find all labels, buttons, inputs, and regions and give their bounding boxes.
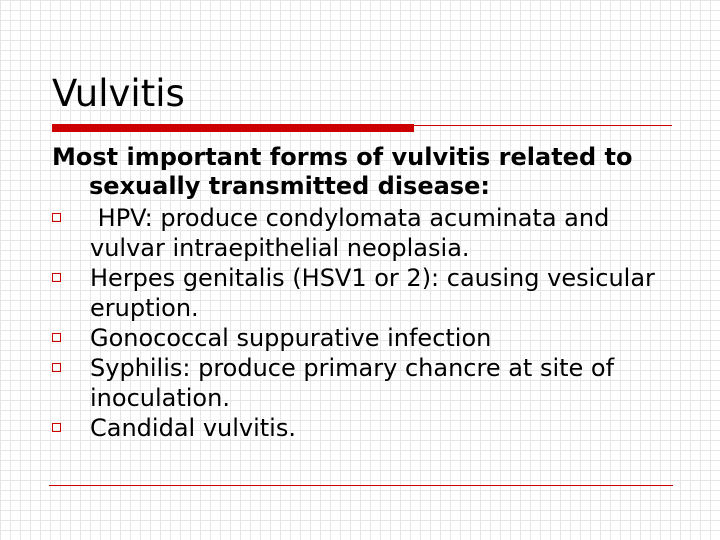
title-accent-bar — [52, 124, 414, 132]
bullet-text: Herpes genitalis (HSV1 or 2): causing vesicular eruption. — [90, 264, 655, 322]
bullet-list — [52, 203, 682, 443]
bullet-text: HPV: produce condylomata acuminata and vulvar intraepithelial neoplasia. — [90, 204, 617, 262]
title-accent-line — [414, 125, 672, 126]
intro-text: Most important forms of vulvitis related to sexually transmitted disease: — [52, 143, 633, 200]
square-bullet-icon — [52, 423, 61, 432]
bottom-divider — [49, 485, 673, 486]
square-bullet-icon — [52, 213, 61, 222]
list-item — [52, 323, 682, 353]
square-bullet-icon — [52, 273, 61, 282]
list-item — [52, 203, 682, 263]
square-bullet-icon — [52, 333, 61, 342]
square-bullet-icon — [52, 363, 61, 372]
slide-title: Vulvitis — [52, 72, 185, 115]
bullet-text: Gonococcal suppurative infection — [90, 324, 492, 352]
bullet-text: Candidal vulvitis. — [90, 414, 296, 442]
list-item — [52, 413, 682, 443]
bullet-text: Syphilis: produce primary chancre at site of inoculation. — [90, 354, 615, 412]
list-item — [52, 353, 682, 413]
list-item — [52, 263, 682, 323]
